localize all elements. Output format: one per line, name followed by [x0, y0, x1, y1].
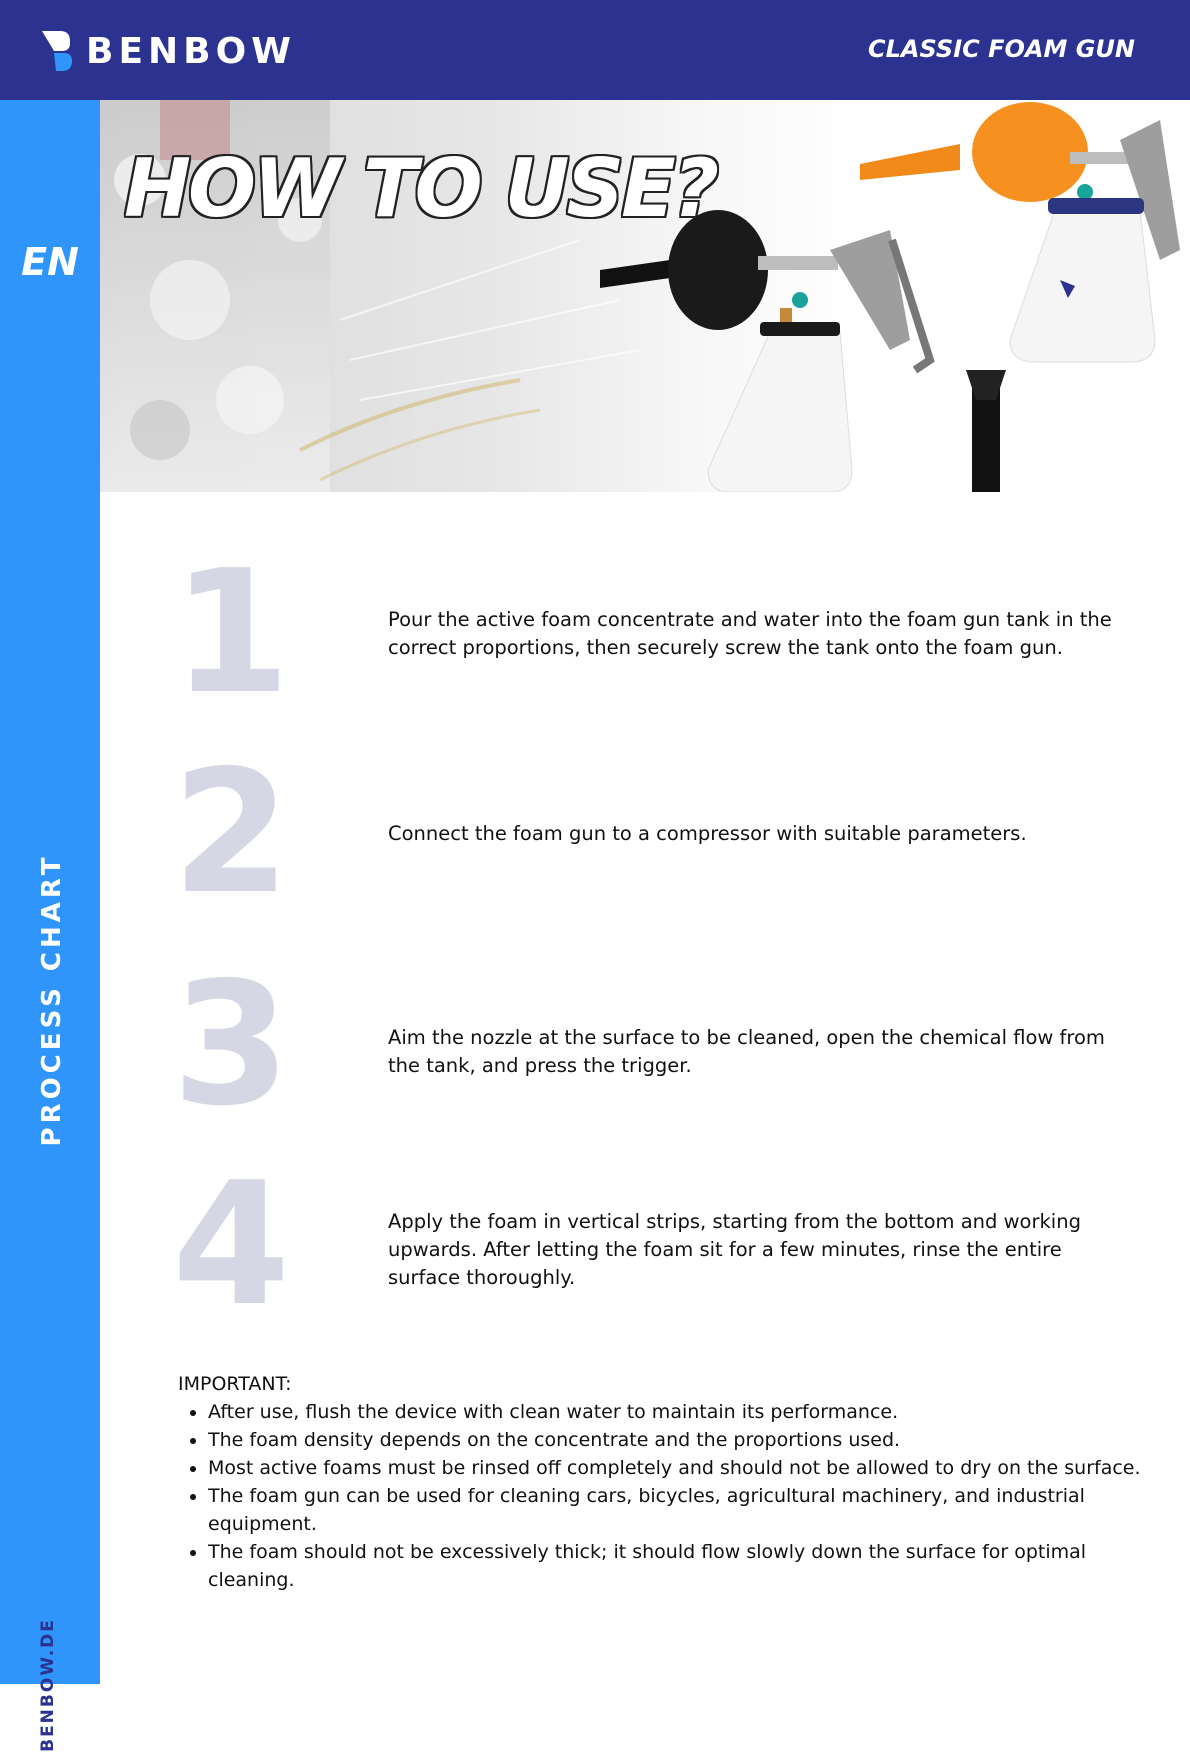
header-bar — [0, 0, 1190, 100]
brand-mark-icon — [40, 29, 74, 73]
step-number-2: 2 — [172, 734, 291, 932]
hero-banner — [100, 100, 1190, 492]
important-item: • The foam density depends on the concentrate and the proportions used. — [208, 1426, 1163, 1454]
sidebar — [0, 100, 100, 1752]
website-label: BENBOW.DE — [38, 1618, 58, 1752]
step-text-3: Aim the nozzle at the surface to be cleaned, open the chemical flow from the tank, and press the trigger. — [388, 1026, 1105, 1077]
step-number-3: 3 — [172, 946, 291, 1144]
hero-title: HOW TO USE? — [124, 142, 717, 235]
step-text-1: Pour the active foam concentrate and water into the foam gun tank in the correct proportions, then securely screw the tank onto the foam gun. — [388, 608, 1112, 659]
step-text-4: Apply the foam in vertical strips, starting from the bottom and working upwards. After letting the foam sit for a few minutes, rinse the entire surface thoroughly. — [388, 1210, 1081, 1289]
important-notes — [178, 1370, 1163, 1594]
language-label: EN — [21, 240, 79, 284]
product-title: CLASSIC FOAM GUN — [868, 35, 1135, 63]
important-item: • The foam should not be excessively thick; it should flow slowly down the surface for optimal cleaning. — [208, 1538, 1163, 1594]
brand-logo — [40, 28, 296, 74]
section-label: PROCESS CHART — [37, 853, 67, 1147]
important-title: IMPORTANT: — [178, 1373, 292, 1395]
brand-name: BENBOW — [86, 30, 296, 72]
step-text-2: Connect the foam gun to a compressor with suitable parameters. — [388, 822, 1027, 845]
important-list — [178, 1398, 1163, 1594]
step-number-4: 4 — [172, 1146, 291, 1344]
important-item: • After use, flush the device with clean water to maintain its performance. — [208, 1398, 1163, 1426]
important-item: • Most active foams must be rinsed off completely and should not be allowed to dry on the surface. — [208, 1454, 1163, 1482]
step-number-1: 1 — [172, 534, 291, 732]
important-item: • The foam gun can be used for cleaning cars, bicycles, agricultural machinery, and industrial equipment. — [208, 1482, 1163, 1538]
